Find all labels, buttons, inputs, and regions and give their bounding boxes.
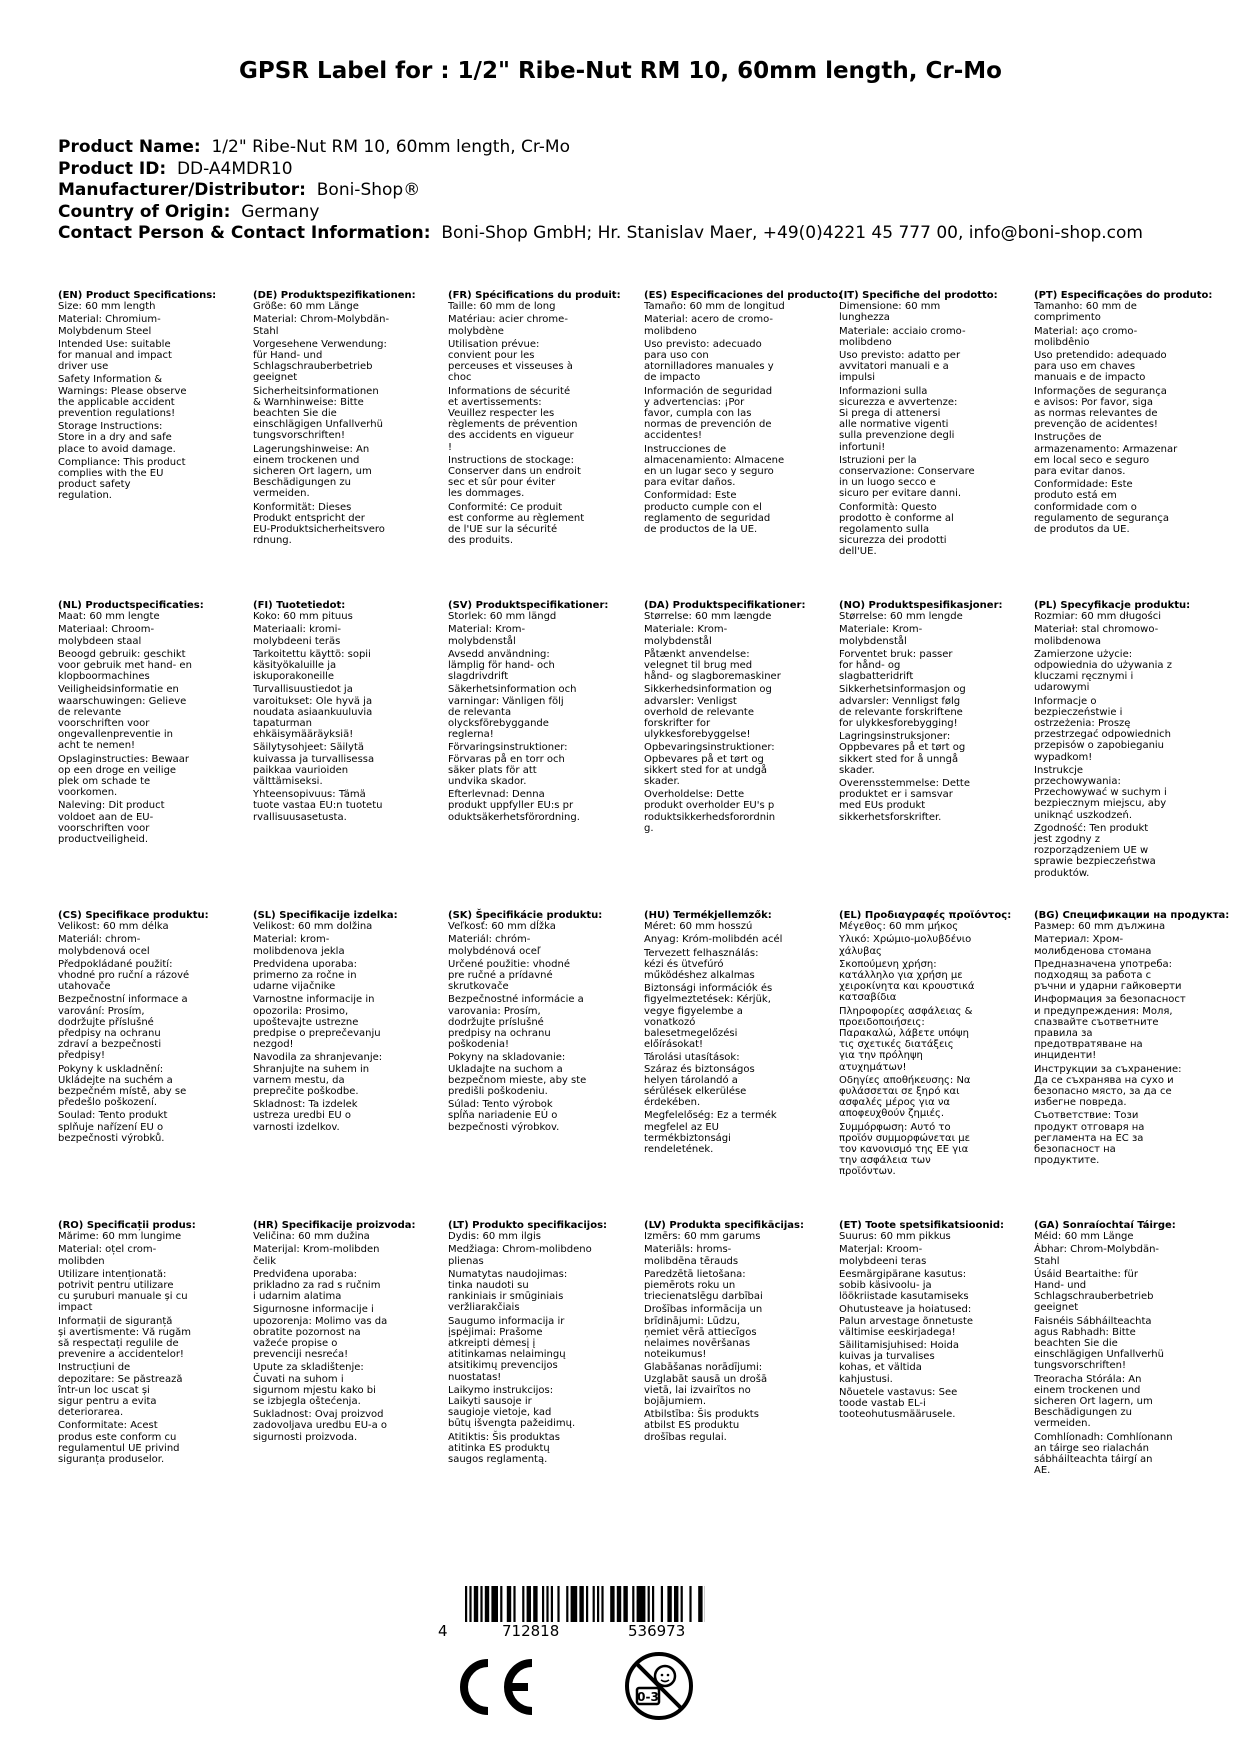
spec-text: Veľkosť: 60 mm dĺžka	[448, 921, 556, 933]
spec-text: Pokyny k uskladnění: Ukládejte na suchém a bezpečném místě, aby se předešlo poškození.	[58, 1063, 187, 1109]
info-row	[58, 223, 1143, 245]
spec-text: Material: Chrom-Molybdän- Stahl	[253, 314, 390, 337]
info-value: 1/2" Ribe-Nut RM 10, 60mm length, Cr-Mo	[211, 137, 570, 157]
spec-text: Materiale: Krom- molybdenstål	[839, 624, 923, 647]
spec-text: Maat: 60 mm lengte	[58, 611, 160, 623]
spec-heading: (ET) Toote spetsifikatsioonid:	[839, 1220, 1005, 1231]
spec-block	[644, 600, 826, 836]
spec-text: Tarkoitettu käyttö: sopii käsityökaluille ja iskuporakoneille	[253, 648, 371, 683]
spec-block	[1034, 290, 1216, 537]
barcode-bar	[586, 1586, 588, 1622]
spec-text: Intended Use: suitable for manual and impact driver use	[58, 338, 172, 373]
spec-block	[839, 1220, 1021, 1422]
spec-text: Material: aço cromo- molibdênio	[1034, 325, 1138, 348]
spec-text: Materijal: Krom-molibden čelik	[253, 1244, 380, 1267]
spec-block	[58, 290, 240, 504]
spec-text: Предназначена употреба: подходящ за работа с ръчни и ударни гайковерти	[1034, 958, 1182, 993]
spec-text: Bezpečnostní informace a varování: Prosím, dodržujte příslušné předpisy na ochranu zdraví a bezpečnosti předpisy!	[58, 994, 188, 1062]
spec-text: Úsáid Beartaithe: für Hand- und Schlagschrauberbetrieb geeignet	[1034, 1268, 1154, 1314]
spec-text: Tamanho: 60 mm de comprimento	[1034, 301, 1137, 324]
spec-text: Material: oțel crom- molibden	[58, 1244, 157, 1267]
spec-text: Sukladnost: Ovaj proizvod zadovoljava uredbu EU-a o sigurnosti proizvoda.	[253, 1409, 388, 1443]
spec-text: Información de seguridad y advertencias: ¡Por favor, cumpla con las normas de prevención de accidentes!	[644, 385, 773, 442]
spec-block	[644, 290, 843, 537]
spec-text: Mărime: 60 mm lungime	[58, 1231, 182, 1243]
spec-text: Tárolási utasítások: Száraz és biztonságos helyen tárolandó a sérülések elkerülése érdekében.	[644, 1052, 755, 1109]
spec-block	[253, 910, 435, 1135]
spec-text: Instrucciones de almacenamiento: Almacene en un lugar seco y seguro para evitar daños.	[644, 443, 785, 489]
barcode-bar	[667, 1586, 671, 1622]
spec-heading: (CS) Specifikace produktu:	[58, 910, 209, 921]
barcode-bar	[507, 1586, 511, 1622]
spec-text: Μέγεθος: 60 mm μήκος	[839, 921, 959, 933]
spec-text: Predviđena uporaba: prikladno za rad s ručnim i udarnim alatima	[253, 1268, 381, 1303]
spec-text: Size: 60 mm length	[58, 301, 156, 313]
spec-block	[839, 910, 1021, 1180]
barcode-bar	[698, 1586, 702, 1622]
spec-text: Koko: 60 mm pituus	[253, 611, 353, 623]
spec-block	[448, 290, 630, 548]
spec-text: Ohutusteave ja hoiatused: Palun arvestage õnnetuste vältimise eeskirjadega!	[839, 1304, 974, 1338]
spec-text: Sicherheitsinformationen & Warnhinweise: Bitte beachten Sie die einschlägigen Unfallverhü tungsvorschriften!	[253, 385, 383, 442]
spec-text: Pokyny na skladovanie: Ukladajte na suchom a bezpečnom mieste, aby ste predišli poškodeniu.	[448, 1052, 587, 1098]
info-row	[58, 202, 1143, 224]
spec-text: Съответствие: Този продукт отговаря на регламента на ЕС за безопасност на продуктите.	[1034, 1110, 1145, 1167]
info-value: DD-A4MDR10	[176, 158, 293, 179]
spec-block	[58, 600, 240, 847]
spec-text: Súlad: Tento výrobok spĺňa nariadenie EÚ o bezpečnosti výrobkov.	[448, 1099, 560, 1133]
spec-text: Medžiaga: Chrom-molibdeno plienas	[448, 1244, 592, 1267]
spec-text: Saugumo informacija ir įspėjimai: Prašome atkreipti dėmesį į atitinkamas nelaimingų atsitikimų prevencijos nuostatas!	[448, 1315, 566, 1383]
spec-text: Υλικό: Χρώμιο-μολυβδένιο χάλυβας	[839, 934, 972, 957]
spec-heading: (LT) Produkto specifikacijos:	[448, 1220, 608, 1231]
spec-block	[839, 600, 1021, 825]
barcode-bar	[674, 1586, 678, 1622]
spec-text: Σκοπούμενη χρήση: κατάλληλο για χρήση με χειροκίνητα και κρουστικά κατσαβίδια	[839, 958, 975, 1004]
spec-text: Suurus: 60 mm pikkus	[839, 1231, 951, 1243]
spec-text: Πληροφορίες ασφάλειας & προειδοποιήσεις: Παρακαλώ, λάβετε υπόψη τις σχετικές διατάξεις για την πρόληψη ατυχημάτων!	[839, 1005, 973, 1073]
spec-heading: (SK) Špecifikácie produktu:	[448, 910, 603, 921]
spec-block	[253, 600, 435, 825]
spec-text: Numatytas naudojimas: tinka naudoti su rankiniais ir smūginiais veržliarakčiais	[448, 1268, 568, 1314]
info-key: Product Name:	[58, 137, 201, 157]
spec-text: Säkerhetsinformation och varningar: Vänligen följ de relevanta olycksförebyggande reglerna!	[448, 684, 577, 741]
barcode-digit-group: 4	[438, 1622, 448, 1640]
spec-text: Bezpečnostné informácie a varovania: Prosím, dodržujte príslušné predpisy na ochranu poškodenia!	[448, 994, 584, 1051]
spec-text: Vorgesehene Verwendung: für Hand- und Schlagschrauberbetrieb geeignet	[253, 338, 387, 384]
spec-text: Material: acero de cromo- molibdeno	[644, 314, 773, 337]
spec-text: Materiale: acciaio cromo- molibdeno	[839, 325, 966, 348]
spec-heading: (NL) Productspecificaties:	[58, 600, 204, 611]
spec-text: Conformitate: Acest produs este conform cu regulamentul UE privind siguranța produselor.	[58, 1420, 180, 1466]
spec-text: Størrelse: 60 mm længde	[644, 611, 772, 623]
spec-text: Conformidad: Este producto cumple con el reglamento de seguridad de productos de la UE.	[644, 490, 771, 536]
spec-text: Izmērs: 60 mm garums	[644, 1231, 761, 1243]
spec-text: Materiał: stal chromowo- molibdenowa	[1034, 624, 1159, 647]
spec-heading: (ES) Especificaciones del producto:	[644, 290, 843, 301]
spec-text: Paredzētā lietošana: piemērots roku un triecienatslēgu darbībai	[644, 1268, 763, 1303]
spec-text: Naleving: Dit product voldoet aan de EU- voorschriften voor productveiligheid.	[58, 800, 165, 846]
barcode-bar	[522, 1586, 524, 1622]
spec-text: Påtænkt anvendelse: velegnet til brug med hånd- og slagboremaskiner	[644, 648, 781, 683]
spec-text: Upute za skladištenje: Čuvati na suhom i sigurnom mjestu kako bi se izbjegla oštećenja.	[253, 1362, 376, 1408]
spec-text: Informações de segurança e avisos: Por favor, siga as normas relevantes de prevenção de acidentes!	[1034, 385, 1167, 431]
spec-text: Forventet bruk: passer for hånd- og slagbatteridrift	[839, 648, 953, 683]
barcode	[465, 1586, 705, 1622]
spec-text: Yhteensopivuus: Tämä tuote vastaa EU:n tuotetu rvallisuusasetusta.	[253, 789, 383, 823]
spec-text: Efterlevnad: Denna produkt uppfyller EU:s pr oduktsäkerhetsförordning.	[448, 789, 580, 823]
spec-block	[448, 1220, 630, 1467]
barcode-bar	[597, 1586, 599, 1622]
spec-text: Taille: 60 mm de long	[448, 301, 556, 313]
spec-text: Biztonsági információk és figyelmeztetések: Kérjük, vegye figyelembe a vonatkozó balesetmegelőzési előírásokat!	[644, 983, 773, 1051]
spec-heading: (BG) Спецификации на продукта:	[1034, 910, 1230, 921]
spec-heading: (PT) Especificações do produto:	[1034, 290, 1213, 301]
spec-block	[253, 290, 435, 548]
barcode-digit-group: 712818	[502, 1622, 560, 1640]
spec-text: Veiligheidsinformatie en waarschuwingen: Gelieve de relevante voorschriften voor ongevallenpreventie in acht te nemen!	[58, 684, 187, 752]
spec-heading: (HR) Specifikacije proizvoda:	[253, 1220, 416, 1231]
info-row	[58, 137, 1143, 159]
ce-mark-icon	[452, 1657, 536, 1717]
spec-text: Instruções de armazenamento: Armazenar em local seco e seguro para evitar danos.	[1034, 432, 1178, 478]
info-key: Country of Origin:	[58, 201, 231, 222]
spec-text: Soulad: Tento produkt splňuje nařízení EU o bezpečnosti výrobků.	[58, 1110, 168, 1144]
barcode-bar	[513, 1586, 515, 1622]
spec-text: Utilizare intenționată: potrivit pentru utilizare cu șuruburi manuale și cu impact	[58, 1268, 188, 1314]
spec-block	[253, 1220, 435, 1445]
spec-text: Информация за безопасност и предупреждения: Моля, спазвайте съответните правила за предотвратяване на инциденти!	[1034, 994, 1186, 1062]
spec-text: Navodila za shranjevanje: Shranjujte na suhem in varnem mestu, da preprečite poškodbe.	[253, 1052, 383, 1098]
age-label: 0-3	[637, 1690, 659, 1704]
barcode-bar	[579, 1586, 583, 1622]
spec-text: Comhlíonadh: Comhlíonann an táirge seo rialachán sábháilteachta táirgí an AE.	[1034, 1431, 1173, 1477]
spec-text: Συμμόρφωση: Αυτό το προϊόν συμμορφώνεται με τον κανονισμό της ΕΕ για την ασφάλεια των προϊόντων.	[839, 1121, 970, 1178]
spec-block	[58, 1220, 240, 1467]
spec-heading: (SV) Produktspecifikationer:	[448, 600, 609, 611]
spec-text: Méid: 60 mm Länge	[1034, 1231, 1134, 1243]
spec-text: Compliance: This product complies with the EU product safety regulation.	[58, 456, 186, 502]
barcode-bar	[465, 1586, 467, 1622]
spec-text: Instrukcje przechowywania: Przechowywać w suchym i bezpiecznym miejscu, aby uniknąć uszkodzeń.	[1034, 764, 1167, 821]
spec-text: Opbevaringsinstruktioner: Opbevares på et tørt og sikkert sted for at undgå skader.	[644, 742, 775, 788]
barcode-bar	[474, 1586, 478, 1622]
spec-text: Overholdelse: Dette produkt overholder EU's p roduktsikkerhedsforordnin g.	[644, 789, 776, 834]
spec-text: Nõuetele vastavus: See toode vastab EL-i tooteohutusmäärusele.	[839, 1386, 958, 1421]
spec-text: Megfelelőség: Ez a termék megfelel az EU termékbiztonsági rendeletének.	[644, 1110, 777, 1156]
barcode-bar	[557, 1586, 559, 1622]
spec-text: Größe: 60 mm Länge	[253, 301, 359, 313]
spec-text: Materiale: Krom- molybdenstål	[644, 624, 728, 647]
spec-text: Méret: 60 mm hosszú	[644, 921, 753, 933]
barcode-bar	[632, 1586, 634, 1622]
spec-text: Инструкции за съхранение: Да се съхранява на сухо и безопасно място, за да се избегне повреда.	[1034, 1063, 1182, 1109]
spec-text: Materiāls: hroms- molibdēna tērauds	[644, 1244, 739, 1267]
spec-block	[1034, 600, 1216, 881]
barcode-bar	[648, 1586, 650, 1622]
spec-text: Predvidena uporaba: primerno za ročne in udarne vijačnike	[253, 958, 357, 993]
spec-block	[644, 1220, 826, 1445]
barcode-bar	[610, 1586, 614, 1622]
spec-text: Størrelse: 60 mm lengde	[839, 611, 963, 623]
spec-heading: (DA) Produktspecifikationer:	[644, 600, 806, 611]
product-info	[58, 137, 1143, 245]
spec-text: Treoracha Stórála: An einem trockenen und sicheren Ort lagern, um Beschädigungen zu vermeiden.	[1034, 1373, 1153, 1430]
spec-text: Dydis: 60 mm ilgis	[448, 1231, 541, 1243]
info-value: Germany	[241, 201, 320, 222]
info-key: Contact Person & Contact Information:	[58, 223, 431, 243]
barcode-bar	[527, 1586, 531, 1622]
spec-text: Materiaal: Chroom- molybdeen staal	[58, 624, 155, 647]
spec-text: Tervezett felhasználás: kézi és ütvefúró működéshez alkalmas	[644, 947, 759, 982]
barcode-bar	[571, 1586, 578, 1622]
spec-heading: (GA) Sonraíochtaí Táirge:	[1034, 1220, 1176, 1231]
spec-text: Storage Instructions: Store in a dry and safe place to avoid damage.	[58, 421, 176, 455]
spec-text: Veličina: 60 mm dužina	[253, 1231, 370, 1243]
barcode-bar	[546, 1586, 548, 1622]
spec-text: Eesmärgipärane kasutus: sobib käsivoolu- ja löökriistade kasutamiseks	[839, 1268, 969, 1303]
spec-block	[448, 910, 630, 1135]
spec-block	[448, 600, 630, 825]
spec-text: Material: Chromium- Molybdenum Steel	[58, 314, 161, 337]
spec-heading: (EN) Product Specifications:	[58, 290, 217, 301]
barcode-bar	[485, 1586, 489, 1622]
spec-text: Určené použitie: vhodné pre ručné a prídavné skrutkovače	[448, 958, 570, 993]
spec-text: Lagerungshinweise: An einem trockenen und sicheren Ort lagern, um Beschädigungen zu vermeiden.	[253, 443, 372, 500]
spec-block	[644, 910, 826, 1157]
spec-text: Glabāšanas norādījumi: Uzglabāt sausā un drošā vietā, lai izvairītos no bojājumiem.	[644, 1362, 768, 1408]
spec-text: Материал: Хром- молибденова стомана	[1034, 934, 1152, 957]
spec-text: Conformità: Questo prodotto è conforme al regolamento sulla sicurezza dei prodotti dell'UE.	[839, 501, 954, 558]
spec-text: Material: krom- molibdenova jekla	[253, 934, 345, 957]
barcode-bar	[491, 1586, 498, 1622]
barcode-bar	[500, 1586, 502, 1622]
spec-text: Konformität: Dieses Produkt entspricht der EU-Produktsicherheitsvero rdnung.	[253, 501, 385, 547]
spec-text: Laikymo instrukcijos: Laikyti sausoje ir saugioje vietoje, kad būtų išvengta pažeidimų.	[448, 1384, 576, 1430]
spec-text: Atitiktis: Šis produktas atitinka ES produktų saugos reglamentą.	[448, 1431, 560, 1466]
spec-text: Οδηγίες αποθήκευσης: Να φυλάσσεται σε ξηρό και ασφαλές μέρος για να αποφευχθούν ζημιές.	[839, 1074, 971, 1120]
spec-text: Tamaño: 60 mm de longitud	[644, 301, 785, 313]
spec-text: Dimensione: 60 mm lunghezza	[839, 301, 941, 324]
spec-block	[839, 290, 1021, 560]
barcode-bar	[623, 1586, 627, 1622]
spec-text: Uso previsto: adecuado para uso con atornilladores manuales y de impacto	[644, 338, 774, 384]
spec-text: Sikkerhedsinformation og advarsler: Venligst overhold de relevante forskrifter for ulykkesforebyggelse!	[644, 684, 772, 741]
barcode-bar	[593, 1586, 595, 1622]
spec-text: Uso previsto: adatto per avvitatori manuali e a impulsi	[839, 350, 961, 384]
barcode-bar	[617, 1586, 621, 1622]
spec-text: Zamierzone użycie: odpowiednia do używania z kluczami ręcznymi i udarowymi	[1034, 648, 1172, 694]
spec-heading: (FI) Tuotetiedot:	[253, 600, 346, 611]
spec-text: Matériau: acier chrome- molybdène	[448, 314, 568, 337]
spec-text: Uso pretendido: adequado para uso em chaves manuais e de impacto	[1034, 350, 1167, 384]
spec-heading: (RO) Specificații produs:	[58, 1220, 196, 1231]
spec-text: Rozmiar: 60 mm długości	[1034, 611, 1162, 623]
spec-text: Overensstemmelse: Dette produktet er i samsvar med EUs produkt sikkerhetsforskrifter.	[839, 778, 970, 823]
not-suitable-0-3-icon	[623, 1650, 695, 1722]
spec-text: Atbilstība: Šis produkts atbilst ES produktu drošības regulai.	[644, 1409, 759, 1443]
spec-text: Materjal: Kroom- molybdeeni teras	[839, 1244, 927, 1267]
spec-text: Conformité: Ce produit est conforme au règlement de l'UE sur la sécurité des produits.	[448, 501, 585, 547]
spec-text: Istruzioni per la conservazione: Conservare in un luogo secco e sicuro per evitare danni.	[839, 454, 975, 500]
spec-heading: (NO) Produktspesifikasjoner:	[839, 600, 1003, 611]
spec-heading: (DE) Produktspezifikationen:	[253, 290, 416, 301]
info-value: Boni-Shop®	[316, 180, 421, 200]
barcode-bar	[637, 1586, 646, 1622]
barcode-bar	[601, 1586, 603, 1622]
spec-text: Avsedd användning: lämplig för hand- och slagdrivdrift	[448, 648, 555, 683]
spec-text: Säilytysohjeet: Säilytä kuivassa ja turvallisessa paikkaa vaurioiden välttämiseksi.	[253, 742, 375, 788]
spec-text: Drošības informācija un brīdinājumi: Lūdzu, ņemiet vērā attiecīgos nelaimes novēršanas noteikumus!	[644, 1304, 763, 1361]
spec-heading: (SL) Specifikacije izdelka:	[253, 910, 398, 921]
barcode-bar	[533, 1586, 537, 1622]
barcode-bar	[652, 1586, 654, 1622]
info-value: Boni-Shop GmbH; Hr. Stanislav Maer, +49(0)4221 45 777 00, info@boni-shop.com	[441, 223, 1143, 243]
spec-text: Informazioni sulla sicurezza e avvertenze: Si prega di attenersi alle normative vigenti sulla prevenzione degli infortuni!	[839, 385, 958, 453]
spec-text: Informații de siguranță și avertismente: Vă rugăm să respectați regulile de prevenire a accidentelor!	[58, 1315, 192, 1361]
spec-heading: (LV) Produkta specifikācijas:	[644, 1220, 804, 1231]
spec-text: Storlek: 60 mm längd	[448, 611, 557, 623]
spec-text: Instructions de stockage: Conserver dans un endroit sec et sûr pour éviter les dommages.	[448, 454, 581, 500]
spec-text: Utilisation prévue: convient pour les perceuses et visseuses à choc	[448, 338, 573, 384]
spec-text: Размер: 60 mm дължина	[1034, 921, 1166, 933]
spec-heading: (FR) Spécifications du produit:	[448, 290, 621, 301]
barcode-bar	[681, 1586, 683, 1622]
spec-text: Material: Krom- molybdenstål	[448, 624, 526, 647]
spec-text: Informations de sécurité et avertissements: Veuillez respecter les règlements de prévention des accidents en vigueur !	[448, 385, 578, 453]
page-title: GPSR Label for : 1/2" Ribe-Nut RM 10, 60mm length, Cr-Mo	[239, 58, 1002, 84]
spec-text: Varnostne informacije in opozorila: Prosimo, upoštevajte ustrezne predpise o preprečevanju nezgod!	[253, 994, 381, 1051]
spec-block	[1034, 1220, 1216, 1478]
spec-text: Förvaringsinstruktioner: Förvaras på en torr och säker plats för att undvika skador.	[448, 742, 568, 788]
barcode-bar	[661, 1586, 663, 1622]
spec-text: Instrucțiuni de depozitare: Se păstrează într-un loc uscat și sigur pentru a evita deteriorarea.	[58, 1362, 183, 1419]
spec-text: Beoogd gebruik: geschikt voor gebruik met hand- en klopboormachines	[58, 648, 192, 683]
info-row	[58, 159, 1143, 181]
spec-text: Sikkerhetsinformasjon og advarsler: Vennligst følg de relevante forskriftene for ulykkesforebygging!	[839, 684, 966, 730]
spec-text: Skladnost: Ta izdelek ustreza uredbi EU o varnosti izdelkov.	[253, 1099, 358, 1133]
spec-text: Zgodność: Ten produkt jest zgodny z rozporządzeniem UE w sprawie bezpieczeństwa produktów.	[1034, 822, 1156, 879]
spec-text: Turvallisuustiedot ja varoitukset: Ole hyvä ja noudata asiaankuuluvia tapaturman ehkäisymääräyksiä!	[253, 684, 373, 741]
barcode-digit-group: 536973	[628, 1622, 686, 1640]
spec-text: Ábhar: Chrom-Molybdän- Stahl	[1034, 1244, 1160, 1267]
barcode-bar	[566, 1586, 568, 1622]
spec-text: Velikost: 60 mm dolžina	[253, 921, 373, 933]
spec-heading: (PL) Specyfikacje produktu:	[1034, 600, 1191, 611]
info-key: Product ID:	[58, 158, 167, 179]
spec-text: Velikost: 60 mm délka	[58, 921, 169, 933]
spec-text: Materiál: chrom- molybdenová ocel	[58, 934, 150, 957]
spec-text: Säilitamisjuhised: Hoida kuivas ja turvalises kohas, et vältida kahjustusi.	[839, 1340, 959, 1385]
spec-text: Safety Information & Warnings: Please observe the applicable accident prevention regulations!	[58, 374, 187, 420]
spec-text: Sigurnosne informacije i upozorenja: Molimo vas da obratite pozornost na važeće propise o prevenciji nesreća!	[253, 1304, 388, 1361]
spec-text: Materiál: chróm- molybdénová oceľ	[448, 934, 541, 957]
spec-block	[58, 910, 240, 1146]
spec-text: Lagringsinstruksjoner: Oppbevares på et tørt og sikkert sted for å unngå skader.	[839, 731, 966, 776]
spec-text: Materiaali: kromi- molybdeeni teräs	[253, 624, 342, 647]
info-row	[58, 180, 1143, 202]
spec-heading: (EL) Προδιαγραφές προϊόντος:	[839, 910, 1012, 921]
barcode-bar	[689, 1586, 691, 1622]
spec-heading: (IT) Specifiche del prodotto:	[839, 290, 998, 301]
info-key: Manufacturer/Distributor:	[58, 180, 306, 200]
spec-block	[1034, 910, 1230, 1168]
barcode-bar	[542, 1586, 544, 1622]
barcode-bar	[551, 1586, 553, 1622]
spec-text: Informacje o bezpieczeństwie i ostrzeżenia: Proszę przestrzegać odpowiednich przepisów o zapobieganiu wypadkom!	[1034, 695, 1171, 763]
spec-text: Conformidade: Este produto está em conformidade com o regulamento de segurança de produtos da UE.	[1034, 479, 1170, 536]
barcode-bar	[469, 1586, 471, 1622]
barcode-bar	[480, 1586, 482, 1622]
spec-text: Předpokládané použití: vhodné pro ruční a rázové utahovače	[58, 958, 190, 993]
spec-heading: (HU) Termékjellemzők:	[644, 910, 772, 921]
spec-text: Anyag: Króm-molibdén acél	[644, 934, 783, 946]
spec-text: Faisnéis Sábháilteachta agus Rabhadh: Bitte beachten Sie die einschlägigen Unfallverhü tungsvorschriften!	[1034, 1315, 1164, 1372]
spec-text: Opslaginstructies: Bewaar op een droge en veilige plek om schade te voorkomen.	[58, 753, 190, 799]
